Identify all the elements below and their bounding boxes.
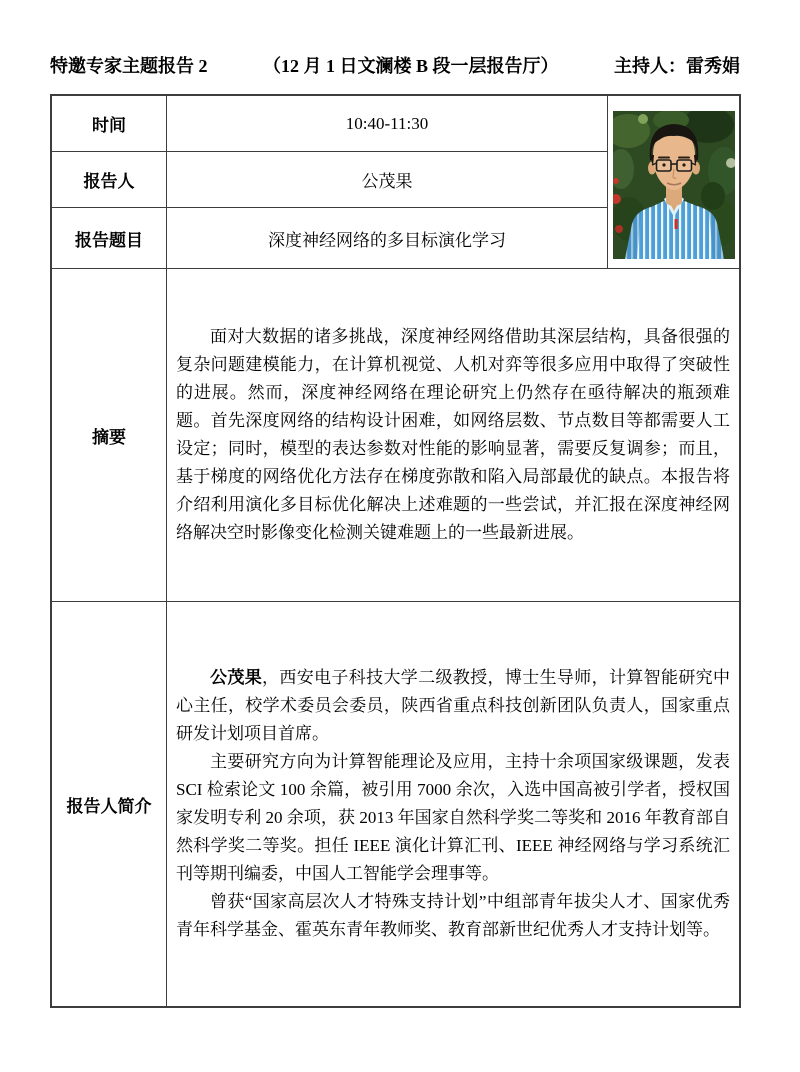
session-venue: （12 月 1 日文澜楼 B 段一层报告厅） (262, 56, 559, 76)
abstract-label: 摘要 (52, 269, 167, 602)
time-label: 时间 (52, 96, 167, 152)
topic-label: 报告题目 (52, 208, 167, 269)
abstract-cell (167, 269, 739, 602)
session-table (50, 94, 741, 1008)
time-value: 10:40-11:30 (167, 96, 608, 152)
topic-value: 深度神经网络的多目标演化学习 (167, 208, 608, 269)
speaker-photo-cell (608, 96, 739, 269)
session-title: 特邀专家主题报告 2 (50, 56, 208, 76)
abstract-text: 面对大数据的诸多挑战，深度神经网络借助其深层结构，具备很强的复杂问题建模能力，在计算机视觉、人机对弈等很多应用中取得了突破性的进展。然而，深度神经网络在理论研究上仍然存在亟待解决的瓶颈难题。首先深度网络的结构设计困难，如网络层数、节点数目等都需要人工设定；同时，模型的表达参数对性能的影响显著，需要反复调参；而且，基于梯度的网络优化方法存在梯度弥散和陷入局部最优的缺点。本报告将介绍利用演化多目标优化解决上述难题的一些尝试，并汇报在深度神经网络解决空时影像变化检测关键难题上的一些最新进展。 (176, 327, 730, 542)
bio-cell (167, 602, 739, 1006)
speaker-value: 公茂果 (167, 152, 608, 208)
bio-label: 报告人简介 (52, 602, 167, 1006)
bio-paragraph-1-rest: ，西安电子科技大学二级教授，博士生导师，计算智能研究中心主任，校学术委员会委员，陕西省重点科技创新团队负责人，国家重点研发计划项目首席。 (176, 668, 731, 743)
bio-paragraph-3: 曾获“国家高层次人才特殊支持计划”中组部青年拔尖人才、国家优秀青年科学基金、霍英东青年教师奖、教育部新世纪优秀人才支持计划等。 (176, 892, 730, 939)
speaker-name-bold: 公茂果 (210, 668, 263, 687)
speaker-photo (613, 111, 735, 259)
bio-paragraph-1 (176, 664, 730, 748)
session-host: 主持人：雷秀娟 (613, 56, 740, 76)
page-title (50, 52, 740, 78)
bio-paragraph-2: 主要研究方向为计算智能理论及应用，主持十余项国家级课题，发表 SCI 检索论文 100 余篇，被引用 7000 余次，入选中国高被引学者，授权国家发明专利 20 余项，获 2013 年国家自然科学奖二等奖和 2016 年教育部自然科学奖二等奖。担任 IEEE 演化计算汇刊、IEEE 神经网络与学习系统汇刊等期刊编委，中国人工智能学会理事等。 (176, 752, 730, 883)
speaker-label: 报告人 (52, 152, 167, 208)
